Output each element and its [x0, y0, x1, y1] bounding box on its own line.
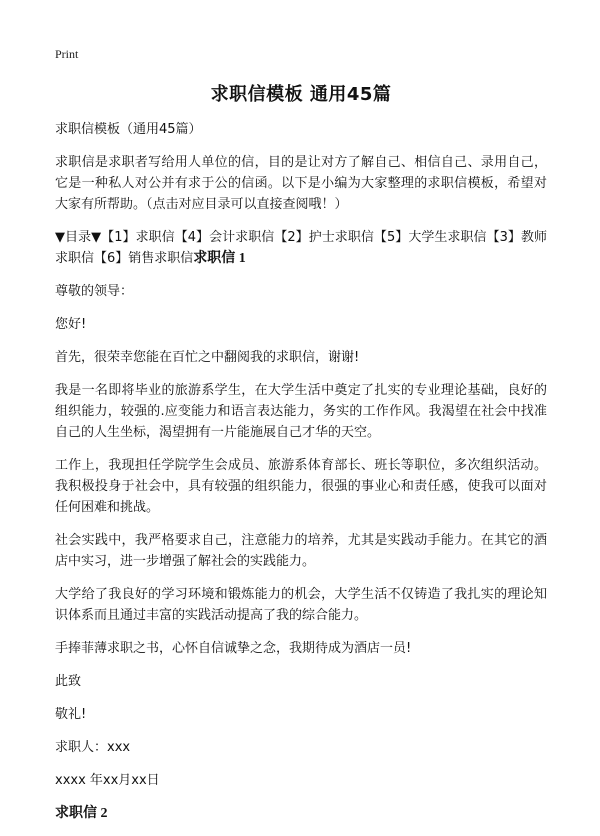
- document-title: 求职信模板 通用45篇: [210, 84, 392, 105]
- letter-greeting: 您好!: [55, 317, 87, 332]
- letter-paragraph: 首先，很荣幸您能在百忙之中翻阅我的求职信，谢谢!: [55, 350, 360, 365]
- letter-paragraph: 大学给了我良好的学习环境和锻炼能力的机会，大学生活不仅铸造了我扎实的理论知识体系而且通过丰富的实践活动提高了我的综合能力。: [55, 587, 547, 623]
- letter-paragraph: 手捧菲薄求职之书，心怀自信诚挚之念，我期待成为酒店一员!: [55, 641, 412, 656]
- document-subtitle: 求职信模板（通用45篇）: [55, 122, 202, 137]
- toc-link-5[interactable]: 【5】大学生求职信: [373, 230, 487, 245]
- letter-signature: 求职人：xxx: [55, 740, 131, 755]
- section-heading-2: 求职信 2: [55, 806, 108, 821]
- toc-link-2[interactable]: 【2】护士求职信: [274, 230, 374, 245]
- toc-prefix: ▼目录▼: [55, 230, 102, 245]
- letter-closing-salute: 敬礼!: [55, 707, 87, 722]
- letter-paragraph: 我是一名即将毕业的旅游系学生，在大学生活中奠定了扎实的专业理论基础，良好的组织能力，较强的.应变能力和语言表达能力，务实的工作作风。我渴望在社会中找准自己的人生坐标，渴望拥有一片能施展自己才华的天空。: [55, 383, 547, 440]
- document-body: [55, 119, 547, 836]
- letter-closing: 此致: [55, 674, 82, 689]
- section-heading-1: 求职信 1: [193, 251, 246, 266]
- letter-paragraph: 社会实践中，我严格要求自己，注意能力的培养，尤其是实践动手能力。在其它的酒店中实习，进一步增强了解社会的实践能力。: [55, 533, 547, 569]
- table-of-contents: [55, 227, 547, 269]
- letter-date: xxxx 年xx月xx日: [55, 773, 160, 788]
- print-link[interactable]: Print: [55, 47, 79, 61]
- toc-link-1[interactable]: 【1】求职信: [101, 230, 175, 245]
- toc-link-3[interactable]: 【3】教师求职信: [55, 230, 547, 266]
- toc-link-6[interactable]: 【6】销售求职信: [94, 251, 194, 266]
- letter-salutation: 尊敬的领导：: [55, 284, 134, 299]
- letter-paragraph: 工作上，我现担任学院学生会成员、旅游系体育部长、班长等职位，多次组织活动。我积极投身于社会中，具有较强的组织能力，很强的事业心和责任感，使我可以面对任何困难和挑战。: [55, 458, 547, 515]
- intro-paragraph: 求职信是求职者写给用人单位的信，目的是让对方了解自己、相信自己、录用自己，它是一种私人对公并有求于公的信函。以下是小编为大家整理的求职信模板，希望对大家有所帮助。（点击对应目录可以直接查阅哦！）: [55, 155, 547, 212]
- toc-link-4[interactable]: 【4】会计求职信: [174, 230, 275, 245]
